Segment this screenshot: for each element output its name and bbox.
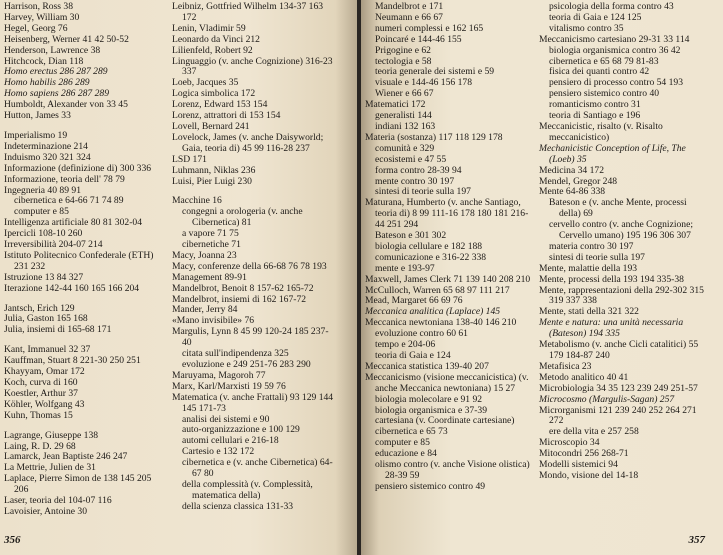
index-subentry: Prigogine e 62 [375, 44, 431, 56]
index-entry: «Mano invisibile» 76 [172, 315, 255, 327]
index-subentry: auto-organizzazione e 100 129 [182, 424, 300, 436]
index-entry: Medicina 34 172 [539, 164, 605, 176]
index-subentry: tempo e 204-06 [375, 339, 436, 351]
index-subentry: cibernetica e 65 68 79 81-83 [549, 55, 659, 67]
index-subentry: Cartesio e 132 172 [182, 446, 255, 458]
index-entry: Lorenz, attrattori di 153 154 [172, 110, 281, 122]
index-subentry: biologia cellulare e 182 188 [375, 240, 483, 252]
left-index-column-2 [172, 2, 338, 513]
index-subentry: mente e 193-97 [375, 262, 435, 274]
index-entry: Microrganismi 121 239 240 252 264 271 272 [539, 404, 697, 427]
index-subentry: automi cellulari e 216-18 [182, 435, 279, 447]
index-entry: Mander, Jerry 84 [172, 304, 238, 316]
index-entry: Macchine 16 [172, 195, 222, 207]
index-entry: Harvey, William 30 [4, 11, 80, 23]
index-entry: Mente, stati della 321 322 [539, 306, 639, 318]
index-subentry: fisica dei quanti contro 42 [549, 66, 650, 78]
index-entry: Laing, R. D. 29 68 [4, 440, 76, 452]
index-subentry: biologia organismica e 37-39 [375, 404, 487, 416]
index-entry: Mente, processi della 193 194 335-38 [539, 273, 684, 285]
page-number-left: 356 [4, 534, 21, 546]
index-entry: La Mettrie, Julien de 31 [4, 462, 96, 474]
index-entry: Mente e natura: una unità necessaria (Bateson) 194 335 [539, 317, 684, 340]
index-entry: Induismo 320 321 324 [4, 151, 91, 163]
index-entry: Imperialismo 19 [4, 129, 68, 141]
index-entry: Laplace, Pierre Simon de 138 145 205 206 [4, 473, 152, 496]
index-entry: Homo habilis 286 289 [4, 77, 90, 89]
index-entry: Mente, malattie della 193 [539, 262, 638, 274]
index-entry: Marx, Karl/Marxisti 19 59 76 [172, 380, 286, 392]
index-subentry: teoria generale dei sistemi e 59 [375, 66, 495, 78]
index-subentry: Mandelbrot e 171 [375, 1, 444, 12]
index-entry: Henderson, Lawrence 38 [4, 44, 101, 56]
index-subentry: forma contro 28-39 94 [375, 164, 462, 176]
index-entry: Istituto Politecnico Confederale (ETH) 231 232 [4, 249, 154, 272]
index-entry: Mandelbrot, Benoit 8 157-62 165-72 [172, 282, 314, 294]
index-entry: Homo sapiens 286 287 289 [4, 88, 109, 100]
index-subentry: olismo contro (v. anche Visione olistica) 28-39 59 [375, 459, 530, 481]
index-entry: Lorenz, Edward 153 154 [172, 99, 268, 111]
index-entry: Mead, Margaret 66 69 76 [365, 295, 463, 307]
index-entry: Mechanicistic Conception of Life, The (Loeb) 35 [539, 142, 686, 165]
index-entry: Julia, Gaston 165 168 [4, 313, 88, 325]
index-entry: Luisi, Pier Luigi 230 [172, 175, 252, 187]
index-entry: Lilienfeld, Robert 92 [172, 44, 253, 56]
index-subentry: vitalismo contro 35 [549, 22, 624, 34]
index-subentry: mente contro 30 197 [375, 175, 455, 187]
index-entry: Intelligenza artificiale 80 81 302-04 [4, 217, 142, 229]
index-subentry: cibernetiche 71 [182, 239, 241, 251]
index-entry: Köhler, Wolfgang 43 [4, 398, 85, 410]
index-entry: Mondo, visione del 14-18 [539, 469, 639, 481]
index-subentry: Wiener e 66 67 [375, 88, 434, 100]
index-subentry: comunicazione e 316-22 338 [375, 251, 487, 263]
index-subentry: teoria di Gaia e 124 125 [549, 11, 642, 23]
index-entry: Microscopio 34 [539, 437, 600, 449]
index-subentry: evoluzione contro 60 61 [375, 328, 468, 340]
index-entry: Maxwell, James Clerk 71 139 140 208 210 [365, 273, 531, 285]
right-index-column-1 [365, 2, 531, 493]
index-subentry: a vapore 71 75 [182, 228, 239, 240]
index-subentry: cervello contro (v. anche Cognizione; Cervello umano) 195 196 306 307 [549, 219, 694, 242]
index-subentry: visuale e 144-46 156 178 [375, 77, 472, 89]
index-subentry: cibernetica e 64-66 71 74 89 [14, 195, 124, 207]
index-entry: Meccanicismo (visione meccanicistica) (v. anche Meccanica newtoniana) 15 27 [365, 371, 529, 394]
index-entry: Lamarck, Jean Baptiste 246 247 [4, 451, 128, 463]
left-index-column-1 [4, 2, 164, 518]
index-subentry: cartesiana (v. Coordinate cartesiane) [375, 415, 515, 427]
index-subentry: tectologia e 58 [375, 55, 432, 67]
index-entry: Lagrange, Giuseppe 138 [4, 429, 99, 441]
index-entry: Kant, Immanuel 32 37 [4, 344, 91, 356]
index-entry: Meccanica analitica (Laplace) 145 [365, 306, 501, 318]
index-entry: Microbiologia 34 35 123 239 249 251-57 [539, 382, 698, 394]
index-entry: Ipercicli 108-10 260 [4, 228, 83, 240]
index-entry: Mendel, Gregor 248 [539, 175, 618, 187]
index-subentry: della complessità (v. Complessità, matematica della) [182, 478, 313, 501]
index-entry: Meccanica newtoniana 138-40 146 210 [365, 317, 517, 329]
index-entry: Luhmann, Niklas 236 [172, 164, 256, 176]
index-entry: Hitchcock, Dian 118 [4, 55, 84, 67]
index-entry: Leibniz, Gottfried Wilhelm 134-37 163 172 [172, 1, 324, 23]
index-entry: Mandelbrot, insiemi di 162 167-72 [172, 293, 307, 305]
index-entry: Laser, teoria del 104-07 116 [4, 495, 112, 507]
index-subentry: generalisti 144 [375, 110, 432, 122]
index-entry: Macy, conferenze della 66-68 76 78 193 [172, 260, 327, 272]
index-subentry: biologia molecolare e 91 92 [375, 393, 483, 405]
index-entry: Leonardo da Vinci 212 [172, 33, 260, 45]
index-entry: Mente 64-86 338 [539, 186, 606, 198]
index-subentry: della scienza classica 131-33 [182, 500, 294, 512]
index-entry: Margulis, Lynn 8 45 99 120-24 185 237-40 [172, 326, 329, 349]
index-subentry: congegni a orologeria (v. anche Cibernetica) 81 [182, 206, 303, 229]
index-subentry: computer e 85 [14, 206, 69, 218]
index-subentry: numeri complessi e 162 165 [375, 22, 484, 34]
index-entry: Metafisica 23 [539, 360, 592, 372]
index-subentry: sintesi di teorie sulla 197 [549, 251, 645, 263]
index-entry: Mente, rappresentazioni della 292-302 315 319 337 338 [539, 284, 704, 307]
index-entry: Informazione (definizione di) 300 336 [4, 162, 152, 174]
index-entry: Matematica (v. anche Frattali) 93 129 144 145 171-73 [172, 391, 334, 414]
index-entry: McCulloch, Warren 65 68 97 111 217 [365, 284, 510, 296]
right-index-column-2 [539, 2, 709, 482]
index-subentry: teoria di Gaia e 124 [375, 350, 451, 361]
index-subentry: computer e 85 [375, 437, 430, 449]
index-entry: Heisenberg, Werner 41 42 50-52 [4, 33, 129, 45]
index-entry: Lenin, Vladimir 59 [172, 22, 246, 34]
index-entry: Harrison, Ross 38 [4, 1, 74, 12]
index-entry: Matematici 172 [365, 99, 426, 111]
index-entry: Jantsch, Erich 129 [4, 302, 75, 314]
index-entry: Lavoisier, Antoine 30 [4, 505, 88, 517]
index-entry: Informazione, teoria dell' 78 79 [4, 173, 125, 185]
index-subentry: Neumann e 66 67 [375, 11, 443, 23]
index-entry: Meccanica statistica 139-40 207 [365, 360, 489, 372]
index-entry: Kuhn, Thomas 15 [4, 409, 73, 421]
index-subentry: teoria di Santiago e 196 [549, 110, 641, 122]
index-entry: Hegel, Georg 76 [4, 22, 68, 34]
index-subentry: citata sull'indipendenza 325 [182, 348, 289, 360]
index-subentry: pensiero sistemico contro 49 [375, 480, 486, 492]
index-entry: Logica simbolica 172 [172, 88, 256, 100]
index-subentry: pensiero di processo contro 54 193 [549, 77, 684, 89]
index-entry: Mitocondri 256 268-71 [539, 448, 629, 460]
index-entry: Lovell, Bernard 241 [172, 120, 250, 132]
index-subentry: evoluzione e 249 251-76 283 290 [182, 359, 311, 370]
index-entry: Metabolismo (v. anche Cicli catalitici) 55 179 184-87 240 [539, 339, 699, 361]
index-subentry: Bateson e 301 302 [375, 230, 447, 242]
index-subentry: Poincaré e 144-46 155 [375, 33, 462, 45]
index-entry: Management 89-91 [172, 271, 247, 283]
index-entry: Materia (sostanza) 117 118 129 178 [365, 131, 503, 143]
index-subentry: sintesi di teorie sulla 197 [375, 186, 471, 198]
index-entry: Ingegneria 40 89 91 [4, 184, 81, 196]
index-subentry: materia contro 30 197 [549, 240, 634, 252]
index-entry: Modelli sistemici 94 [539, 459, 618, 471]
index-subentry: biologia organismica contro 36 42 [549, 44, 681, 56]
index-subentry: cibernetica e 65 73 [375, 426, 448, 438]
index-entry: Koestler, Arthur 37 [4, 387, 78, 399]
index-entry: Maturana, Humberto (v. anche Santiago, teoria di) 8 99 111-16 178 180 181 216-44 251 294 [365, 197, 529, 231]
index-subentry: cibernetica e (v. anche Cibernetica) 64-67 80 [182, 457, 333, 480]
index-entry: Julia, insiemi di 165-68 171 [4, 324, 112, 336]
index-entry: Koch, curva di 160 [4, 377, 78, 388]
index-subentry: psicologia della forma contro 43 [549, 1, 674, 12]
index-subentry: educazione e 84 [375, 448, 437, 460]
index-entry: Kauffman, Stuart 8 221-30 250 251 [4, 355, 141, 367]
index-entry: Iterazione 142-44 160 165 166 204 [4, 282, 140, 294]
index-entry: Maruyama, Magoroh 77 [172, 369, 266, 381]
index-entry: Linguaggio (v. anche Cognizione) 316-23 337 [172, 55, 333, 78]
index-subentry: ere della vita e 257 258 [549, 426, 639, 438]
index-entry: Homo erectus 286 287 289 [4, 66, 108, 78]
index-entry: Meccanicistic, risalto (v. Risalto meccanicistico) [539, 120, 663, 143]
page-number-right: 357 [688, 534, 705, 546]
index-subentry: ecosistemi e 47 55 [375, 153, 447, 165]
index-entry: Hutton, James 33 [4, 110, 71, 122]
index-entry: Lovelock, James (v. anche Daisyworld; Gaia, teoria di) 45 99 116-28 237 [172, 131, 324, 154]
index-entry: Istruzione 13 84 327 [4, 271, 84, 283]
index-entry: Khayyam, Omar 172 [4, 366, 85, 378]
index-entry: Humboldt, Alexander von 33 45 [4, 99, 128, 111]
index-entry: Meccanicismo cartesiano 29-31 33 114 [539, 33, 690, 45]
index-entry: Indeterminazione 214 [4, 140, 88, 152]
index-subentry: indiani 132 163 [375, 120, 436, 132]
index-subentry: comunità e 329 [375, 142, 435, 154]
index-subentry: romanticismo contro 31 [549, 99, 641, 111]
index-entry: Metodo analitico 40 41 [539, 371, 629, 383]
index-entry: Irreversibilità 204-07 214 [4, 239, 103, 251]
right-page [361, 0, 723, 555]
left-page [0, 0, 357, 555]
index-subentry: pensiero sistemico contro 40 [549, 88, 660, 100]
index-entry: LSD 171 [172, 153, 207, 165]
index-entry: Microcosmo (Margulis-Sagan) 257 [539, 393, 675, 405]
index-entry: Macy, Joanna 23 [172, 249, 237, 261]
index-subentry: analisi dei sistemi e 90 [182, 413, 270, 425]
index-entry: Loeb, Jacques 35 [172, 77, 239, 89]
index-subentry: Bateson e (v. anche Mente, processi della) 69 [549, 197, 687, 220]
